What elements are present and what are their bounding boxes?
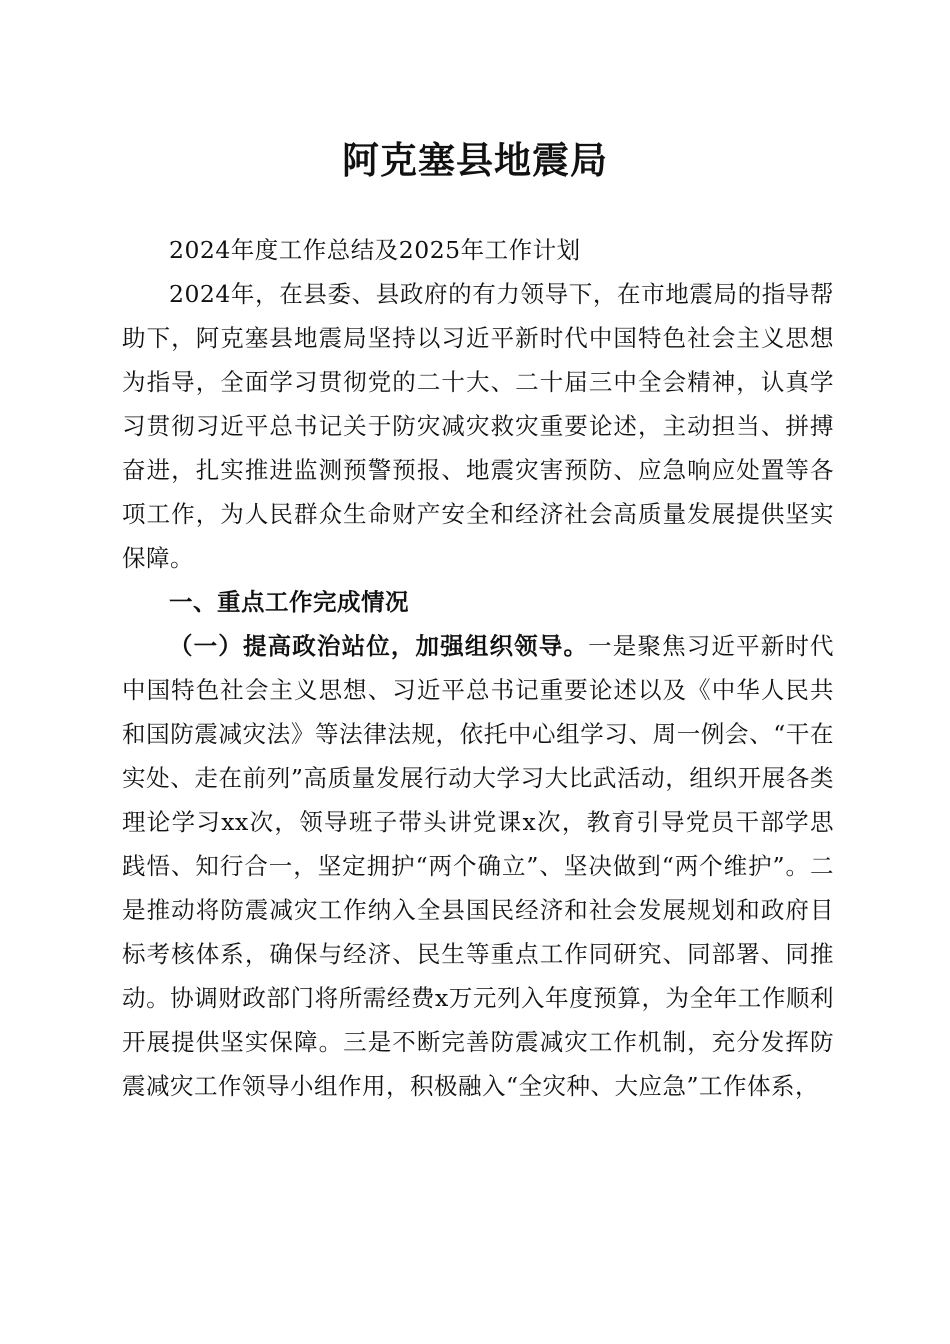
section-heading: 一、重点工作完成情况 bbox=[169, 588, 409, 616]
section-item-paragraph bbox=[122, 624, 834, 1108]
item-lead: （一）提高政治站位，加强组织领导。 bbox=[169, 632, 589, 660]
document-body bbox=[122, 228, 834, 1108]
document-title: 阿克塞县地震局 bbox=[342, 138, 608, 182]
document-subtitle: 2024年度工作总结及2025年工作计划 bbox=[169, 236, 581, 264]
item-body: 一是聚焦习近平新时代中国特色社会主义思想、习近平总书记重要论述以及《中华人民共和国防震减灾法》等法律法规，依托中心组学习、周一例会、“干在实处、走在前列”高质量发展行动大学习大比武活动，组织开展各类理论学习xx次，领导班子带头讲党课x次，教育引导党员干部学思践悟、知行合一，坚定拥护“两个确立”、坚决做到“两个维护”。二是推动将防震减灾工作纳入全县国民经济和社会发展规划和政府目标考核体系，确保与经济、民生等重点工作同研究、同部署、同推动。协调财政部门将所需经费x万元列入年度预算，为全年工作顺利开展提供坚实保障。三是不断完善防震减灾工作机制，充分发挥防震减灾工作领导小组作用，积极融入“全灾种、大应急”工作体系， bbox=[122, 632, 835, 1100]
intro-paragraph: 2024年，在县委、县政府的有力领导下，在市地震局的指导帮助下，阿克塞县地震局坚持以习近平新时代中国特色社会主义思想为指导，全面学习贯彻党的二十大、二十届三中全会精神，认真学习贯彻习近平总书记关于防灾减灾救灾重要论述，主动担当、拼搏奋进，扎实推进监测预警预报、地震灾害预防、应急响应处置等各项工作，为人民群众生命财产安全和经济社会高质量发展提供坚实保障。 bbox=[122, 280, 834, 572]
